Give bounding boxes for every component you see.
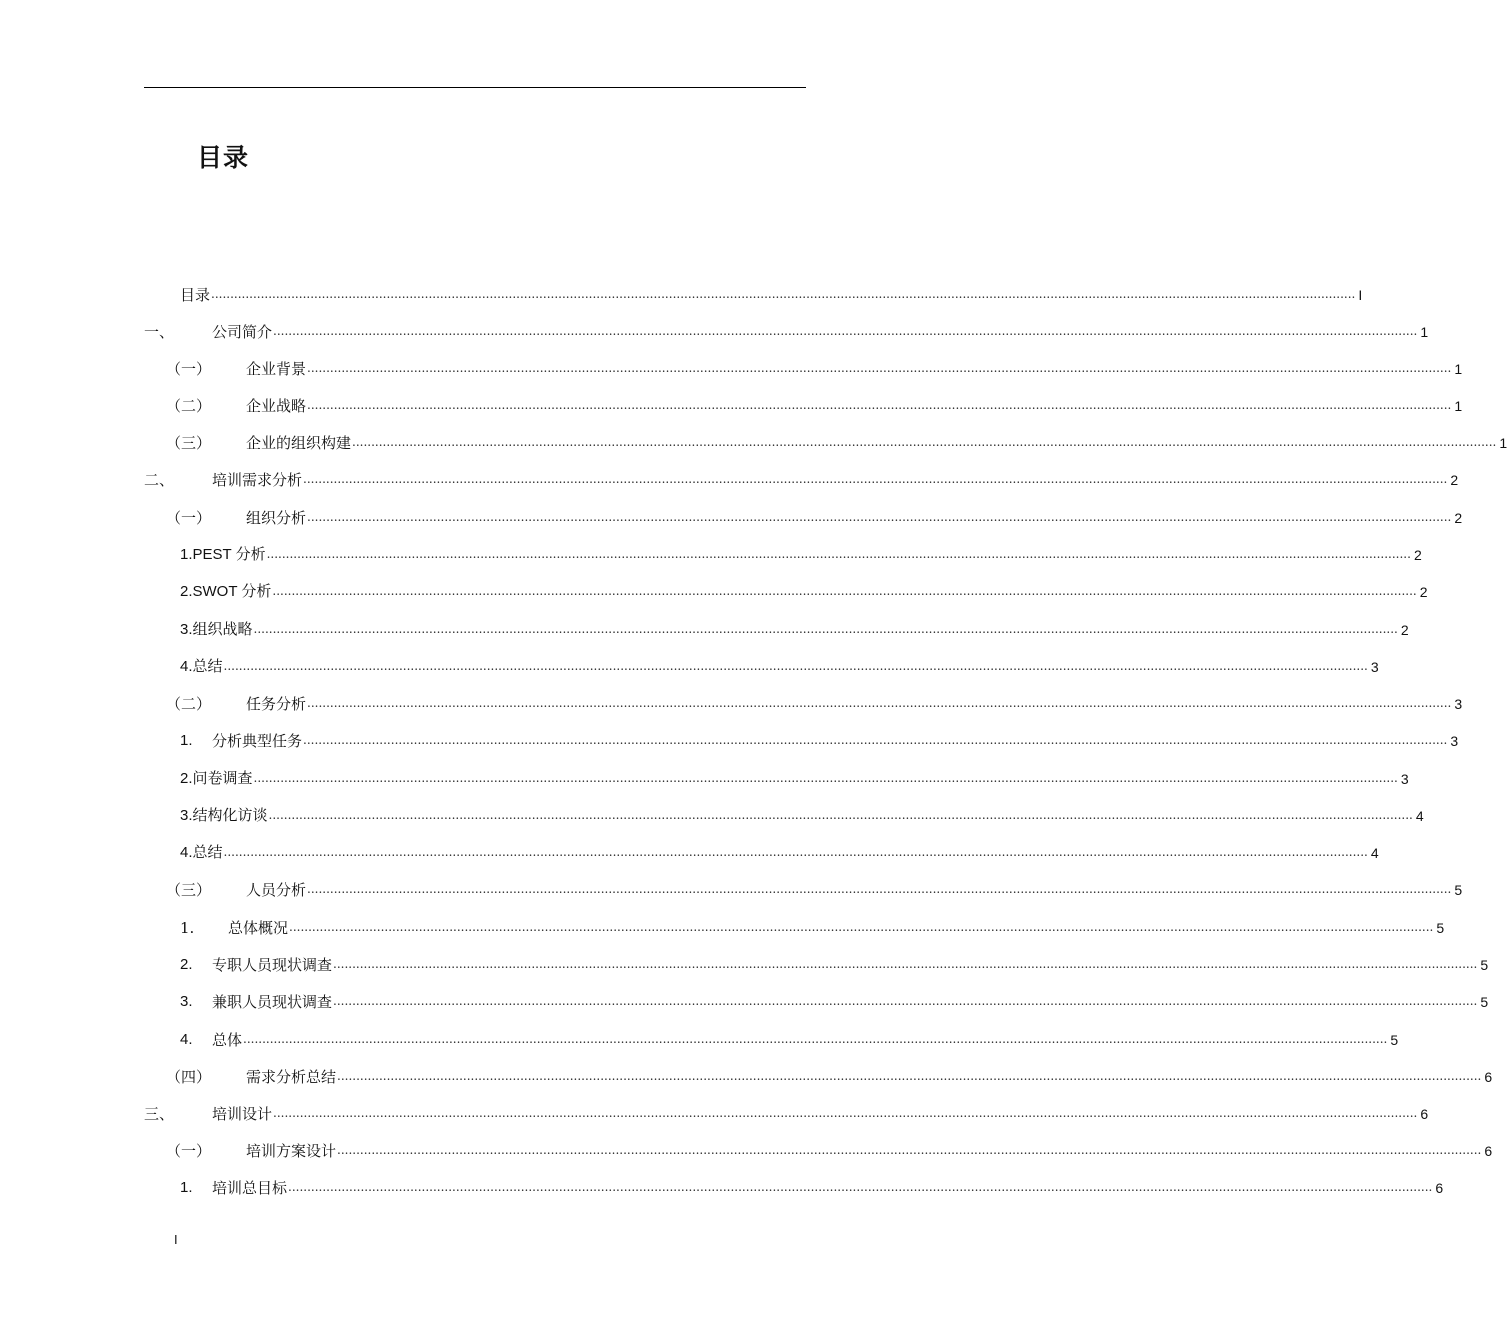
toc-entry-label: 组织分析 (246, 509, 307, 527)
toc-entry-page: 5 (1454, 882, 1463, 898)
toc-entry[interactable] (180, 727, 1459, 751)
toc-entry[interactable] (166, 429, 1507, 453)
toc-entry-number: 三、 (144, 1105, 175, 1123)
toc-entry[interactable] (166, 690, 1463, 714)
toc-entry-page: 6 (1484, 1143, 1493, 1159)
toc-entry-label: 培训需求分析 (212, 471, 303, 489)
toc-entry-label: 目录 (180, 286, 211, 304)
toc-entry-page: 5 (1480, 957, 1489, 973)
toc-entry[interactable] (166, 392, 1463, 416)
toc-entry-page: 2 (1454, 510, 1463, 526)
toc-dot-leader: ............................................................................................................................................................................................................................................................................................................ (307, 696, 1452, 710)
toc-entry-label: 分析典型任务 (212, 732, 303, 750)
toc-entry-number: （二） (166, 695, 212, 713)
toc-entry-label: 1.PEST 分析 (180, 546, 266, 563)
toc-entry-label: 4.总结 (180, 658, 223, 675)
toc-entry-label: 总体概况 (228, 919, 289, 937)
toc-entry-page: 3 (1370, 659, 1379, 675)
header-rule (144, 87, 806, 88)
toc-dot-leader: ............................................................................................................................................................................................................................................................................................................ (337, 1069, 1482, 1083)
toc-entry-page: 5 (1436, 920, 1445, 936)
toc-entry-page: 2 (1450, 472, 1459, 488)
toc-entry[interactable] (180, 616, 1409, 640)
toc-dot-leader: ............................................................................................................................................................................................................................................................................................................ (289, 920, 1434, 934)
toc-entry-page: 3 (1400, 771, 1409, 787)
toc-dot-leader: ............................................................................................................................................................................................................................................................................................................ (333, 994, 1478, 1008)
toc-dot-leader: ............................................................................................................................................................................................................................................................................................................ (253, 622, 1398, 636)
toc-entry-page: 1 (1454, 398, 1463, 414)
toc-entry-number: （一） (166, 360, 212, 378)
toc-entry-label: 专职人员现状调查 (212, 956, 333, 974)
toc-entry[interactable] (180, 281, 1363, 305)
toc-entry[interactable] (180, 653, 1379, 677)
toc-entry-page: 4 (1415, 808, 1424, 824)
toc-entry-number: 1. (180, 1179, 193, 1196)
toc-entry-label: 培训方案设计 (246, 1142, 337, 1160)
toc-entry-page: 2 (1419, 584, 1428, 600)
toc-entry-number: 2. (180, 956, 193, 973)
toc-dot-leader: ............................................................................................................................................................................................................................................................................................................ (223, 845, 1368, 859)
toc-entry[interactable] (180, 839, 1379, 863)
toc-entry-number: （二） (166, 397, 212, 415)
toc-entry-label: 企业的组织构建 (246, 434, 352, 452)
toc-entry-page: 6 (1435, 1180, 1444, 1196)
toc-entry[interactable] (180, 541, 1422, 565)
toc-entry-label: 企业背景 (246, 360, 307, 378)
toc-entry-page: 5 (1480, 994, 1489, 1010)
toc-entry[interactable] (166, 1063, 1493, 1087)
toc-entry-number: 1. (180, 732, 193, 749)
toc-dot-leader: ............................................................................................................................................................................................................................................................................................................ (243, 1032, 1388, 1046)
toc-entry-number: （三） (166, 434, 212, 452)
toc-dot-leader: ............................................................................................................................................................................................................................................................................................................ (307, 882, 1452, 896)
toc-entry-page: 6 (1484, 1069, 1493, 1085)
page-title: 目录 (197, 143, 250, 172)
toc-entry[interactable] (180, 578, 1428, 602)
toc-dot-leader: ............................................................................................................................................................................................................................................................................................................ (333, 957, 1478, 971)
toc-entry[interactable] (166, 504, 1463, 528)
toc-entry[interactable] (180, 1026, 1399, 1050)
toc-entry-number: 二、 (144, 471, 175, 489)
toc-dot-leader: ............................................................................................................................................................................................................................................................................................................ (253, 771, 1398, 785)
toc-entry-page: 1 (1454, 361, 1463, 377)
toc-dot-leader: ............................................................................................................................................................................................................................................................................................................ (307, 510, 1452, 524)
toc-entry-number: （一） (166, 1142, 212, 1160)
toc-entry-number: 3. (180, 993, 193, 1010)
toc-entry-label: 总体 (212, 1031, 243, 1049)
toc-entry-label: 3.组织战略 (180, 621, 253, 638)
toc-dot-leader: ............................................................................................................................................................................................................................................................................................................ (303, 472, 1448, 486)
toc-entry-label: 2.问卷调查 (180, 770, 253, 787)
toc-entry-label: 4.总结 (180, 844, 223, 861)
footer-page-number: I (174, 1232, 178, 1247)
toc-entry-label: 3.结构化访谈 (180, 807, 268, 824)
toc-entry[interactable] (180, 765, 1409, 789)
toc-entry-page: 1 (1420, 324, 1429, 340)
toc-entry-label: 培训总目标 (212, 1179, 288, 1197)
toc-entry-label: 2.SWOT 分析 (180, 583, 272, 600)
toc-entry-label: 任务分析 (246, 695, 307, 713)
toc-entry-number: 一、 (144, 323, 175, 341)
toc-entry-number: （四） (166, 1068, 212, 1086)
toc-entry-page: 2 (1413, 547, 1422, 563)
toc-entry[interactable] (144, 1100, 1429, 1124)
toc-entry-page: I (1358, 287, 1363, 303)
toc-entry-label: 公司简介 (212, 323, 273, 341)
toc-entry-page: 6 (1420, 1106, 1429, 1122)
toc-dot-leader: ............................................................................................................................................................................................................................................................................................................ (337, 1143, 1482, 1157)
toc-entry[interactable] (166, 876, 1463, 900)
toc-dot-leader: ............................................................................................................................................................................................................................................................................................................ (272, 584, 1417, 598)
toc-entry[interactable] (180, 914, 1445, 938)
toc-entry-page: 5 (1390, 1032, 1399, 1048)
toc-dot-leader: ............................................................................................................................................................................................................................................................................................................ (303, 733, 1448, 747)
toc-entry-label: 培训设计 (212, 1105, 273, 1123)
toc-entry-page: 3 (1450, 733, 1459, 749)
toc-dot-leader: ............................................................................................................................................................................................................................................................................................................ (273, 1106, 1418, 1120)
toc-dot-leader: ............................................................................................................................................................................................................................................................................................................ (307, 398, 1452, 412)
toc-dot-leader: ............................................................................................................................................................................................................................................................................................................ (211, 287, 1356, 301)
toc-entry[interactable] (144, 318, 1429, 342)
toc-entry-number: 4. (180, 1031, 193, 1048)
toc-entry[interactable] (180, 951, 1489, 975)
toc-entry[interactable] (166, 355, 1463, 379)
toc-entry[interactable] (180, 802, 1424, 826)
toc-dot-leader: ............................................................................................................................................................................................................................................................................................................ (273, 324, 1418, 338)
toc-entry-page: 2 (1400, 622, 1409, 638)
toc-entry-page: 3 (1454, 696, 1463, 712)
toc-dot-leader: ............................................................................................................................................................................................................................................................................................................ (268, 808, 1413, 822)
toc-entry-page: 1 (1499, 435, 1507, 451)
toc-entry[interactable] (166, 1137, 1493, 1161)
toc-entry-label: 兼职人员现状调查 (212, 993, 333, 1011)
toc-dot-leader: ............................................................................................................................................................................................................................................................................................................ (352, 435, 1497, 449)
toc-entry-number: （一） (166, 509, 212, 527)
toc-entry-number: 1. (180, 919, 195, 937)
toc-entry[interactable] (180, 988, 1489, 1012)
toc-entry-label: 人员分析 (246, 881, 307, 899)
toc-dot-leader: ............................................................................................................................................................................................................................................................................................................ (307, 361, 1452, 375)
toc-dot-leader: ............................................................................................................................................................................................................................................................................................................ (223, 659, 1368, 673)
toc-entry[interactable] (144, 466, 1459, 490)
toc-dot-leader: ............................................................................................................................................................................................................................................................................................................ (266, 547, 1411, 561)
toc-entry-label: 需求分析总结 (246, 1068, 337, 1086)
toc-entry-page: 4 (1370, 845, 1379, 861)
toc-entry[interactable] (180, 1174, 1444, 1198)
toc-entry-label: 企业战略 (246, 397, 307, 415)
toc-entry-number: （三） (166, 881, 212, 899)
toc-dot-leader: ............................................................................................................................................................................................................................................................................................................ (288, 1180, 1433, 1194)
